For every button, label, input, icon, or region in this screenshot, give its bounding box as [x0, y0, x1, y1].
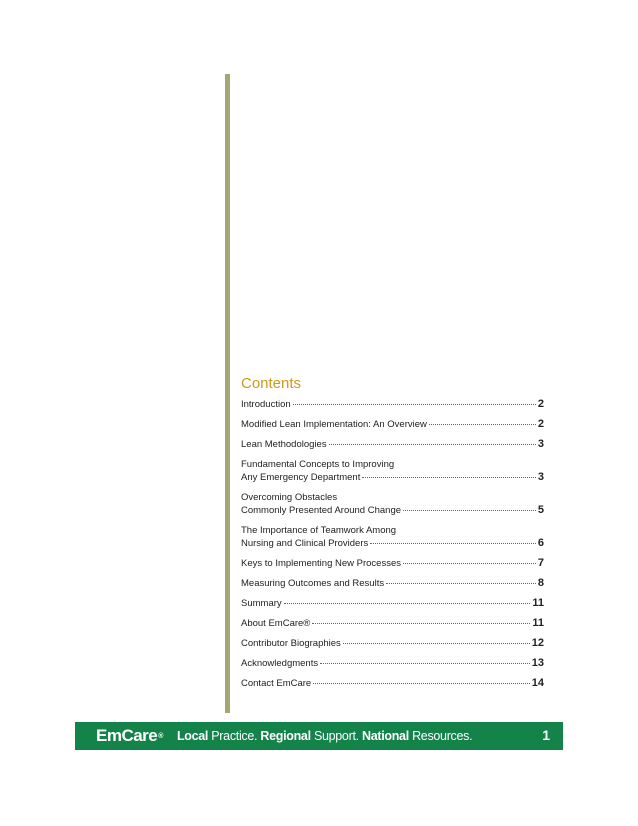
tagline-part: Regional — [260, 729, 311, 743]
toc-entry[interactable] — [241, 657, 544, 670]
toc-page-number: 12 — [531, 637, 544, 649]
toc-leader-dots — [284, 603, 531, 604]
tagline-part: Local — [176, 729, 209, 743]
toc-entry-text: Contributor Biographies — [241, 638, 341, 649]
toc-entry-text: Acknowledgments — [241, 658, 319, 669]
toc-entry-text: Lean Methodologies — [241, 439, 327, 450]
footer-banner — [75, 722, 563, 750]
toc-page-number: 13 — [531, 657, 544, 669]
toc-entry[interactable] — [241, 458, 544, 484]
toc-entry-text: The Importance of Teamwork Among — [241, 525, 397, 536]
tagline-part: Support. — [310, 729, 362, 743]
toc-entry[interactable] — [241, 491, 544, 517]
emcare-logo — [96, 726, 163, 746]
toc-entry-text: Introduction — [241, 399, 291, 410]
vertical-accent-rule — [225, 74, 230, 713]
toc-leader-dots — [313, 683, 530, 684]
logo-text: EmCare — [96, 726, 158, 745]
toc-entry-text: Contact EmCare — [241, 678, 312, 689]
toc-page-number: 2 — [537, 398, 544, 410]
tagline-part: Resources. — [408, 729, 473, 743]
toc-entry-text: Any Emergency Department — [241, 472, 361, 483]
toc-entry-text: Modified Lean Implementation: An Overview — [241, 419, 427, 430]
toc-entry[interactable] — [241, 597, 544, 610]
toc-page-number: 11 — [532, 597, 544, 609]
toc-entry-text: Overcoming Obstacles — [241, 492, 338, 503]
toc-entry-text: Summary — [241, 598, 282, 609]
toc-entry-text: Nursing and Clinical Providers — [241, 538, 369, 549]
toc-entry[interactable] — [241, 418, 544, 431]
toc-entry[interactable] — [241, 577, 544, 590]
toc-page-number: 7 — [537, 557, 544, 569]
logo-registered-mark: ® — [158, 732, 163, 740]
toc-leader-dots — [429, 424, 536, 425]
toc-leader-dots — [403, 563, 536, 564]
toc-leader-dots — [343, 643, 530, 644]
toc-entries — [241, 398, 544, 690]
tagline-part: Practice. — [208, 729, 261, 743]
toc-entry[interactable] — [241, 617, 544, 630]
tagline-part: National — [361, 729, 409, 743]
toc-entry-text: Measuring Outcomes and Results — [241, 578, 385, 589]
toc-leader-dots — [329, 444, 536, 445]
toc-page-number: 8 — [537, 577, 544, 589]
toc-page-number: 14 — [531, 677, 544, 689]
toc-entry[interactable] — [241, 438, 544, 451]
toc-entry[interactable] — [241, 398, 544, 411]
toc-entry[interactable] — [241, 637, 544, 650]
toc-page-number: 6 — [537, 537, 544, 549]
toc-leader-dots — [370, 543, 536, 544]
toc-entry[interactable] — [241, 557, 544, 570]
footer-tagline — [177, 729, 472, 743]
toc-leader-dots — [320, 663, 530, 664]
toc-entry[interactable] — [241, 677, 544, 690]
toc-page-number: 5 — [537, 504, 544, 516]
toc-entry-text: Keys to Implementing New Processes — [241, 558, 401, 569]
toc-page-number: 3 — [537, 438, 544, 450]
toc-entry-text: Commonly Presented Around Change — [241, 505, 402, 516]
toc-entry[interactable] — [241, 524, 544, 550]
toc-entry-text: Fundamental Concepts to Improving — [241, 459, 395, 470]
toc-page-number: 2 — [537, 418, 544, 430]
toc-leader-dots — [403, 510, 536, 511]
toc-leader-dots — [293, 404, 536, 405]
toc-leader-dots — [312, 623, 530, 624]
toc-entry-text: About EmCare® — [241, 618, 311, 629]
toc-page-number: 3 — [537, 471, 544, 483]
toc-title: Contents — [241, 375, 302, 392]
toc-page-number: 11 — [532, 617, 544, 629]
toc-leader-dots — [386, 583, 536, 584]
page-number: 1 — [542, 727, 550, 743]
toc-leader-dots — [362, 477, 536, 478]
table-of-contents — [241, 374, 544, 697]
